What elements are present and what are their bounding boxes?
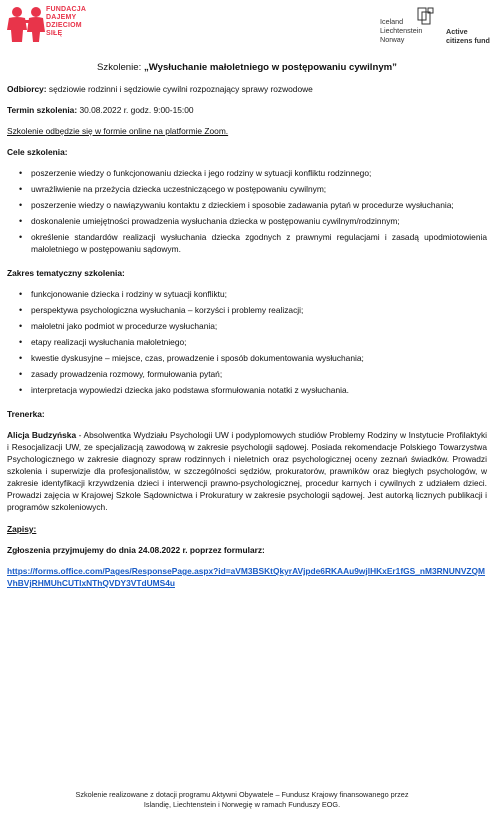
list-item: • uwrażliwienie na przeżycia dziecka uczestniczącego w postępowaniu cywilnym; [7,183,487,195]
list-item: • zasady prowadzenia rozmowy, formułowania pytań; [7,368,487,380]
registration-deadline: Zgłoszenia przyjmujemy do dnia 24.08.2022 r. poprzez formularz: [7,545,265,555]
list-item: • określenie standardów realizacji wysłuchania dziecka zgodnych z prawnymi regulacjami i zasadą upodmiotowienia małoletniego w postępowaniu sądowym. [7,231,487,255]
list-item: • poszerzenie wiedzy o nawiązywaniu kontaktu z dzieckiem i sposobie zadawania pytań w procedurze wysłuchania; [7,199,487,211]
main-content [7,62,487,589]
audience-line [7,83,487,95]
trainer-bio [7,429,487,513]
trainer-name: Alicja Budzyńska [7,430,77,440]
date-line [7,104,487,116]
registration-form-link[interactable]: https://forms.office.com/Pages/ResponsePage.aspx?id=aVM3BSKtQkyrAVjpde6RKAAu9wjlHKxEr1fGS_nM3RNUNVZQMVhBVjRHMUhCUTIxNThQVDY3VTdUMS4u [7,566,486,588]
online-info: Szkolenie odbędzie się w formie online na platformie Zoom. [7,126,229,136]
goals-list [7,167,487,255]
list-item: • małoletni jako podmiot w procedurze wysłuchania; [7,320,487,332]
audience-text: sędziowie rodzinni i sędziowie cywilni rozpoznający sprawy rozwodowe [46,84,313,94]
trainer-heading: Trenerka: [7,409,45,419]
header [0,0,500,56]
date-text: 30.08.2022 r. godz. 9:00-15:00 [77,105,194,115]
list-item: • kwestie dyskusyjne – miejsce, czas, prowadzenie i sposób dokumentowania wysłuchania; [7,352,487,364]
audience-label: Odbiorcy: [7,84,47,94]
eea-countries-text: Iceland Liechtenstein Norway [380,17,423,44]
list-item: • doskonalenie umiejętności prowadzenia wysłuchania dziecka w postępowaniu cywilnym/rodzinnym; [7,215,487,227]
topics-heading: Zakres tematyczny szkolenia: [7,268,125,278]
page-title: Szkolenie: „Wysłuchanie małoletniego w postępowaniu cywilnym” [97,62,397,73]
trainer-bio-text: - Absolwentka Wydziału Psychologii UW i podyplomowych studiów Problemy Rodziny w Instytucie Profilaktyki i Resocjalizacji UW, ze specjalizacją zawodową w zakresie psychologii sądowej. Posiada rekomendacje Polskiego Towarzystwa Psychologicznego w zakresie diagnozy spraw rodzinnych i nieletnich oraz psychologicznej oceny zeznań świadków. Prowadzi szkolenia i superwizje dla profesjonalistów, w szczególności sędziów, prokuratorów, prawników oraz biegłych psychologów, w zakresie identyfikacji krzywdzenia dzieci i interwencji prawno-psychologicznej, procedur karnych i cywilnych z udziałem dzieci. Prowadzi zajęcia w Krajowej Szkole Sądownictwa i Prokuratury w zakresie psychologii sądowej. Jest autorką licznych publikacji i programów szkoleniowych. [7,430,487,512]
registration-heading: Zapisy: [7,524,37,534]
list-item: • perspektywa psychologiczna wysłuchania – korzyści i problemy realizacji; [7,304,487,316]
active-citizens-text: Active citizens fund [446,27,490,45]
fdds-logo-text: FUNDACJA DAJEMY DZIECIOM SIŁĘ [46,6,87,37]
list-item: • etapy realizacji wysłuchania małoletniego; [7,336,487,348]
list-item: • poszerzenie wiedzy o funkcjonowaniu dziecka i jego rodziny w sytuacji konfliktu rodzinnego; [7,167,487,179]
topics-list [7,288,487,396]
list-item: • funkcjonowanie dziecka i rodziny w sytuacji konfliktu; [7,288,487,300]
goals-heading: Cele szkolenia: [7,147,68,157]
list-item: • interpretacja wypowiedzi dziecka jako podstawa sformułowania notatki z wysłuchania. [7,384,487,396]
date-label: Termin szkolenia: [7,105,78,115]
footer-funding-note: Szkolenie realizowane z dotacji programu Aktywni Obywatele – Fundusz Krajowy finansowanego przez Islandię, Liechtenstein i Norwegię w ramach Funduszy EOG. [75,790,409,809]
